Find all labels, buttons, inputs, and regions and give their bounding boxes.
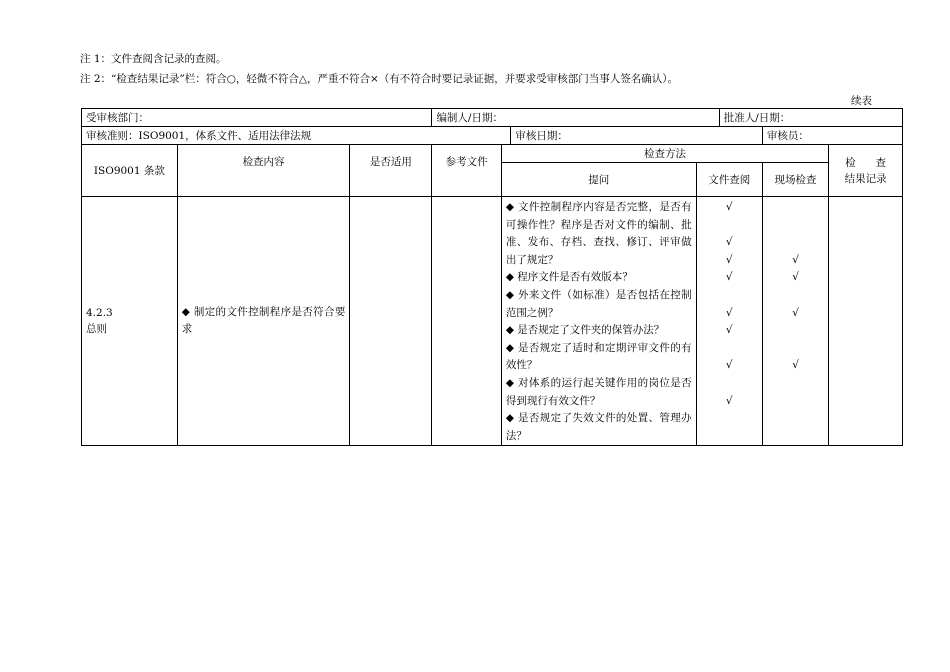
check-mark: √ [725, 201, 733, 213]
question-item: ◆ 是否规定了适时和定期评审文件的有效性？ [505, 341, 692, 372]
check-mark [767, 217, 824, 235]
col-header-result: 检 查 结果记录 [829, 145, 903, 197]
col-header-question: 提问 [501, 163, 696, 197]
col-header-doc-review: 文件查阅 [696, 163, 762, 197]
editor-field: 编制人/日期： [432, 109, 719, 127]
header-row-1 [82, 109, 903, 127]
result-cell [829, 197, 903, 446]
question-item: ◆ 外来文件（如标准）是否包括在控制范围之例？ [505, 288, 692, 319]
header-row-2 [82, 127, 903, 145]
clause-name: 总则 [86, 323, 107, 336]
check-mark [701, 217, 758, 235]
check-mark: √ [725, 306, 733, 319]
check-mark: √ [725, 394, 733, 407]
doc-review-cell [696, 197, 762, 446]
check-mark [767, 340, 824, 358]
check-mark: √ [792, 253, 799, 266]
check-mark [767, 428, 824, 446]
question-cell [501, 197, 696, 446]
col-header-site-check: 现场检查 [762, 163, 828, 197]
check-mark: √ [725, 271, 733, 284]
content-text: ◆ 制定的文件控制程序是否符合要求 [181, 305, 346, 336]
check-mark: √ [792, 306, 799, 319]
check-mark [701, 287, 758, 305]
check-mark [767, 322, 824, 340]
col-header-clause: ISO9001 条款 [82, 145, 178, 197]
column-header-row-1 [82, 145, 903, 163]
note-1: 注 1：文件查阅含记录的查阅。 [80, 53, 227, 65]
check-mark: √ [725, 236, 733, 249]
check-mark [767, 234, 824, 252]
check-mark [701, 340, 758, 358]
approver-field: 批准人/日期： [719, 109, 902, 127]
check-mark [767, 393, 824, 411]
question-item: ◆ 程序文件是否有效版本？ [505, 271, 633, 284]
question-item: ◆ 是否规定了失效文件的处置、管理办法？ [505, 412, 692, 442]
clause-number: 4.2.3 [86, 307, 113, 320]
audit-checklist-table [81, 108, 903, 446]
question-item: ◆ 文件控制程序内容是否完整，是否有可操作性？程序是否对文件的编制、批准、发布、存档、查找、修订、评审做出了规定？ [505, 201, 692, 266]
check-mark [701, 428, 758, 446]
note-2: 注 2：“检查结果记录”栏：符合○，轻微不符合△，严重不符合×（有不符合时要记录证据，并要求受审核部门当事人签名确认）。 [80, 73, 679, 85]
site-check-cell [762, 197, 828, 446]
table-row [82, 197, 903, 446]
applicable-cell [350, 197, 432, 446]
content-cell [177, 197, 350, 446]
check-mark [767, 410, 824, 428]
check-mark: √ [725, 324, 733, 337]
col-header-content: 检查内容 [177, 145, 350, 197]
check-mark: √ [792, 359, 799, 372]
check-mark: √ [725, 359, 733, 372]
check-mark [767, 375, 824, 393]
question-item: ◆ 是否规定了文件夹的保管办法？ [505, 324, 665, 337]
continued-label: 续表 [851, 95, 872, 107]
check-mark [767, 287, 824, 305]
col-header-method: 检查方法 [501, 145, 828, 163]
clause-cell [82, 197, 178, 446]
question-item: ◆ 对体系的运行起关键作用的岗位是否得到现行有效文件？ [505, 376, 692, 407]
reference-cell [432, 197, 501, 446]
auditor-field: 审核员： [762, 127, 902, 145]
col-header-applicable: 是否适用 [350, 145, 432, 197]
dept-field: 受审核部门： [82, 109, 432, 127]
check-mark: √ [725, 253, 733, 266]
check-mark [701, 375, 758, 393]
check-mark [767, 199, 824, 217]
check-mark [701, 410, 758, 428]
criteria-field: 审核准则：ISO9001，体系文件、适用法律法规 [82, 127, 511, 145]
col-header-reference: 参考文件 [432, 145, 501, 197]
audit-date-field: 审核日期： [511, 127, 763, 145]
check-mark: √ [792, 271, 799, 284]
